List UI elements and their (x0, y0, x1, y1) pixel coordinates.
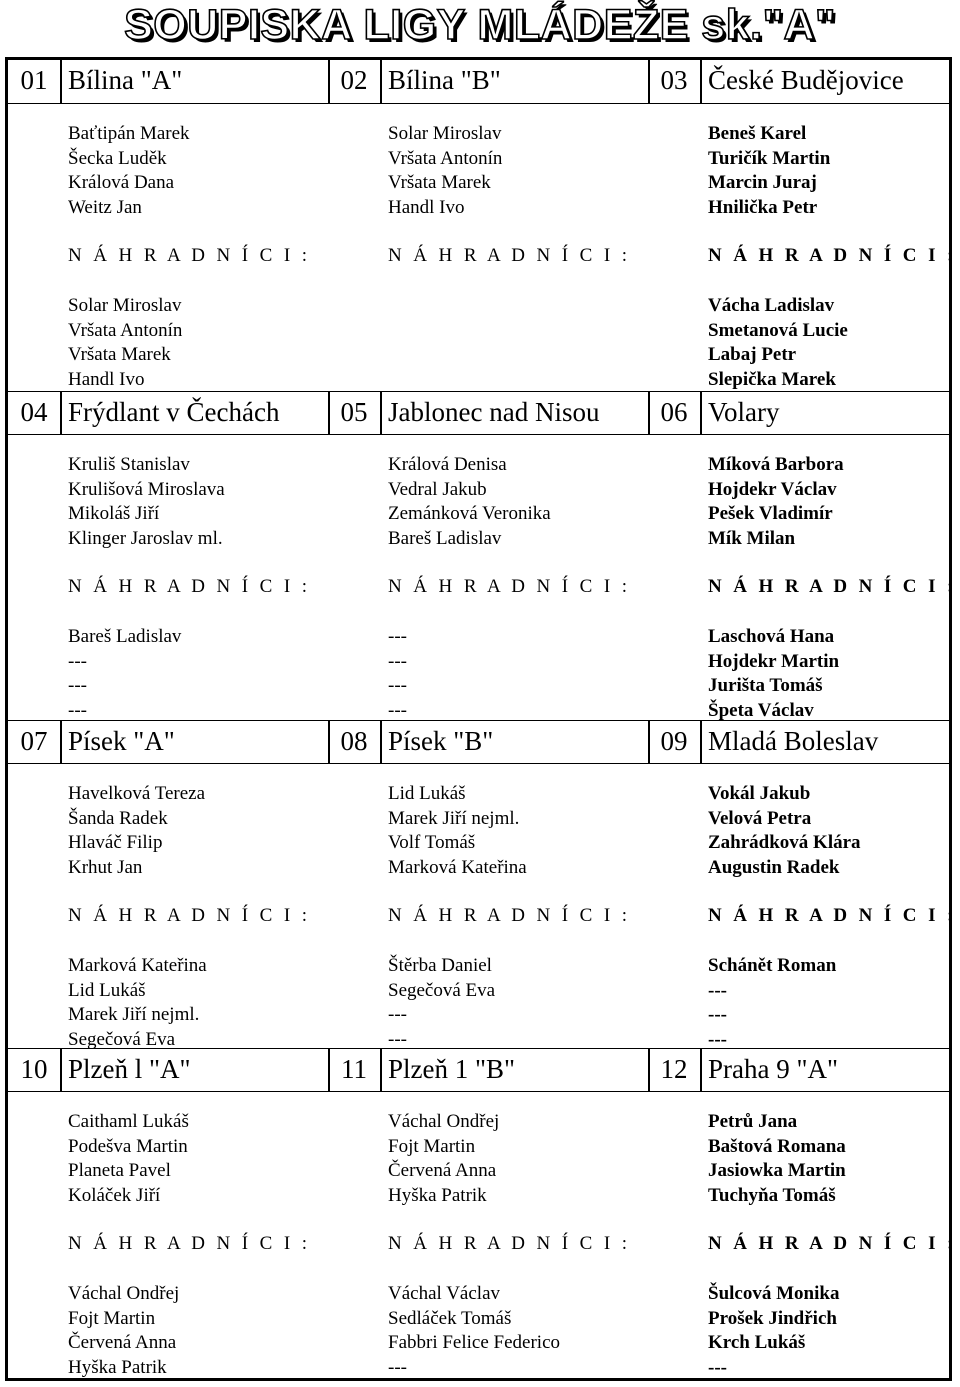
player-name: Marcin Juraj (708, 172, 817, 193)
player-name: Klinger Jaroslav ml. (68, 527, 223, 549)
substitute-name: Solar Miroslav (68, 295, 182, 316)
player-name: Lid Lukáš (388, 783, 466, 804)
substitutes-heading: N Á H R A D N Í C I : (388, 576, 631, 597)
substitute-name: Vršata Antonín (68, 319, 183, 341)
player-name: Zahrádková Klára (708, 832, 861, 853)
substitute-list (68, 1282, 179, 1380)
column-divider (700, 60, 702, 103)
substitute-name: --- (708, 1004, 727, 1025)
substitute-name: Šulcová Monika (708, 1283, 840, 1304)
player-name: Petrů Jana (708, 1111, 798, 1132)
team-header-row (8, 391, 949, 435)
substitute-list (708, 954, 836, 1052)
team-header-row (8, 60, 949, 104)
team-name: Plzeň l "A" (68, 1054, 191, 1084)
player-name: Králová Denisa (388, 454, 507, 475)
substitutes-heading: N Á H R A D N Í C I : (708, 905, 957, 926)
column-divider (380, 721, 382, 763)
substitute-list (708, 1282, 839, 1380)
player-name: Hojdekr Václav (708, 478, 837, 500)
substitutes-heading: N Á H R A D N Í C I : (68, 576, 311, 597)
substitute-name: Štěrba Daniel (388, 955, 492, 976)
document-title: SOUPISKA LIGY MLÁDEŽE sk."A" (124, 1, 836, 49)
substitute-name: --- (388, 1028, 407, 1050)
player-list (708, 782, 861, 880)
player-name: Krulišová Miroslava (68, 478, 225, 500)
column-divider (700, 721, 702, 763)
player-list (388, 122, 502, 220)
substitute-name: Vršata Marek (68, 344, 171, 365)
player-name: Tuchyňa Tomáš (708, 1184, 836, 1206)
player-name: Vršata Antonín (388, 147, 503, 169)
player-name: Koláček Jiří (68, 1184, 161, 1206)
player-name: Hnilička Petr (708, 196, 818, 218)
substitute-name: --- (708, 979, 727, 1001)
team-name: Plzeň 1 "B" (388, 1054, 516, 1084)
substitute-name: Krch Lukáš (708, 1332, 806, 1353)
player-name: Bareš Ladislav (388, 527, 502, 549)
team-header-row (8, 1048, 949, 1092)
substitute-name: Lid Lukáš (68, 979, 146, 1001)
player-name: Míková Barbora (708, 454, 844, 475)
substitute-list (388, 954, 495, 1052)
player-name: Marek Jiří nejml. (388, 807, 520, 829)
column-divider (60, 1049, 62, 1091)
team-number: 10 (20, 1054, 48, 1084)
substitute-list (388, 625, 407, 723)
team-number: 11 (341, 1054, 367, 1084)
column-divider (700, 1049, 702, 1091)
substitute-name: Smetanová Lucie (708, 319, 848, 341)
substitute-name: Marková Kateřina (68, 955, 207, 976)
team-name: Frýdlant v Čechách (68, 397, 280, 427)
team-name: Písek "A" (68, 726, 175, 756)
player-name: Havelková Tereza (68, 783, 206, 804)
substitute-name: Segečová Eva (388, 979, 496, 1001)
team-number: 01 (20, 65, 48, 95)
player-name: Kruliš Stanislav (68, 454, 190, 475)
substitute-name: --- (708, 1028, 727, 1050)
player-list (388, 453, 551, 551)
team-number: 12 (660, 1054, 688, 1084)
player-name: Červená Anna (388, 1160, 497, 1181)
player-name: Mikoláš Jiří (68, 503, 160, 524)
player-list (708, 453, 844, 551)
roster-table (5, 57, 957, 1381)
player-name: Turičík Martin (708, 147, 831, 169)
player-name: Šecka Luděk (68, 147, 167, 169)
substitute-list (708, 625, 839, 723)
team-name: Písek "B" (388, 726, 494, 756)
player-name: Baštová Romana (708, 1135, 846, 1157)
player-name: Marková Kateřina (388, 856, 527, 878)
player-name: Volf Tomáš (388, 832, 476, 853)
substitute-name: Slepička Marek (708, 368, 836, 390)
substitute-name: Hyška Patrik (68, 1356, 167, 1378)
player-name: Mík Milan (708, 527, 796, 549)
player-name: Beneš Karel (708, 123, 807, 144)
player-name: Zemánková Veronika (388, 503, 551, 524)
substitute-name: Schánět Roman (708, 955, 837, 976)
column-divider (380, 60, 382, 103)
player-list (708, 1110, 846, 1208)
player-name: Baťtipán Marek (68, 123, 190, 144)
substitute-name: Hojdekr Martin (708, 650, 840, 672)
substitute-name: Laschová Hana (708, 626, 835, 647)
substitute-name: --- (68, 699, 87, 721)
substitute-list (68, 954, 207, 1052)
player-name: Pešek Vladimír (708, 503, 833, 524)
substitute-name: Špeta Václav (708, 699, 814, 721)
substitute-name: Bareš Ladislav (68, 626, 182, 647)
player-name: Vedral Jakub (388, 478, 487, 500)
substitute-list (68, 625, 181, 723)
substitute-name: --- (388, 699, 407, 721)
player-name: Planeta Pavel (68, 1160, 171, 1181)
team-name: Bílina "B" (388, 65, 501, 95)
substitute-name: --- (68, 650, 87, 672)
player-name: Hyška Patrik (388, 1184, 487, 1206)
substitutes-heading: N Á H R A D N Í C I : (388, 1233, 631, 1254)
player-name: Fojt Martin (388, 1135, 476, 1157)
substitutes-heading: N Á H R A D N Í C I : (708, 245, 957, 266)
team-number: 08 (340, 726, 368, 756)
player-name: Velová Petra (708, 807, 812, 829)
substitute-name: Jurišta Tomáš (708, 675, 823, 696)
player-name: Vokál Jakub (708, 783, 811, 804)
player-name: Solar Miroslav (388, 123, 502, 144)
team-name: České Budějovice (708, 65, 904, 95)
team-name: Praha 9 "A" (708, 1054, 839, 1084)
team-number: 02 (340, 65, 368, 95)
team-name: Volary (708, 397, 780, 427)
player-name: Šanda Radek (68, 807, 168, 829)
column-divider (60, 721, 62, 763)
player-name: Vršata Marek (388, 172, 491, 193)
substitutes-heading: N Á H R A D N Í C I : (708, 1233, 957, 1254)
substitute-name: Váchal Václav (388, 1283, 501, 1304)
player-list (388, 1110, 499, 1208)
substitutes-heading: N Á H R A D N Í C I : (68, 1233, 311, 1254)
substitute-list (708, 294, 848, 392)
column-divider (380, 392, 382, 434)
team-number: 07 (20, 726, 48, 756)
substitutes-heading: N Á H R A D N Í C I : (68, 245, 311, 266)
substitute-name: Prošek Jindřich (708, 1307, 837, 1329)
team-name: Bílina "A" (68, 65, 183, 95)
team-number: 04 (20, 397, 48, 427)
player-name: Caithaml Lukáš (68, 1111, 189, 1132)
player-name: Podešva Martin (68, 1135, 188, 1157)
column-divider (60, 60, 62, 103)
team-number: 09 (660, 726, 688, 756)
substitute-list (68, 294, 182, 392)
substitute-name: Segečová Eva (68, 1028, 176, 1050)
player-list (68, 1110, 189, 1208)
team-number: 06 (660, 397, 688, 427)
player-name: Krhut Jan (68, 856, 143, 878)
team-header-row (8, 720, 949, 764)
substitute-name: --- (68, 675, 87, 696)
player-list (708, 122, 830, 220)
substitute-name: --- (708, 1356, 727, 1378)
column-divider (700, 392, 702, 434)
player-list (388, 782, 527, 880)
player-list (68, 122, 190, 220)
substitute-name: --- (388, 626, 407, 647)
substitute-name: Fabbri Felice Federico (388, 1332, 561, 1353)
substitutes-heading: N Á H R A D N Í C I : (388, 245, 631, 266)
player-name: Hlaváč Filip (68, 832, 163, 853)
substitutes-heading: N Á H R A D N Í C I : (68, 905, 311, 926)
substitute-name: Marek Jiří nejml. (68, 1004, 200, 1025)
substitute-name: Červená Anna (68, 1332, 177, 1353)
substitutes-heading: N Á H R A D N Í C I : (388, 905, 631, 926)
player-name: Weitz Jan (68, 196, 142, 218)
substitute-name: --- (388, 1356, 407, 1378)
team-name: Jablonec nad Nisou (388, 397, 600, 427)
substitute-name: Vácha Ladislav (708, 295, 835, 316)
player-name: Augustin Radek (708, 856, 840, 878)
substitutes-heading: N Á H R A D N Í C I : (708, 576, 957, 597)
team-number: 03 (660, 65, 688, 95)
substitute-name: --- (388, 675, 407, 696)
substitute-name: Váchal Ondřej (68, 1283, 180, 1304)
substitute-list (388, 1282, 560, 1380)
substitute-name: Sedláček Tomáš (388, 1307, 512, 1329)
substitute-name: Handl Ivo (68, 368, 145, 390)
player-name: Váchal Ondřej (388, 1111, 500, 1132)
column-divider (60, 392, 62, 434)
substitute-name: --- (388, 650, 407, 672)
player-list (68, 782, 205, 880)
substitute-name: Fojt Martin (68, 1307, 156, 1329)
substitute-name: --- (388, 1004, 407, 1025)
team-name: Mladá Boleslav (708, 726, 879, 756)
team-number: 05 (340, 397, 368, 427)
player-name: Handl Ivo (388, 196, 465, 218)
substitute-name: Labaj Petr (708, 344, 797, 365)
player-list (68, 453, 225, 551)
player-name: Jasiowka Martin (708, 1160, 846, 1181)
column-divider (380, 1049, 382, 1091)
player-name: Králová Dana (68, 172, 175, 193)
